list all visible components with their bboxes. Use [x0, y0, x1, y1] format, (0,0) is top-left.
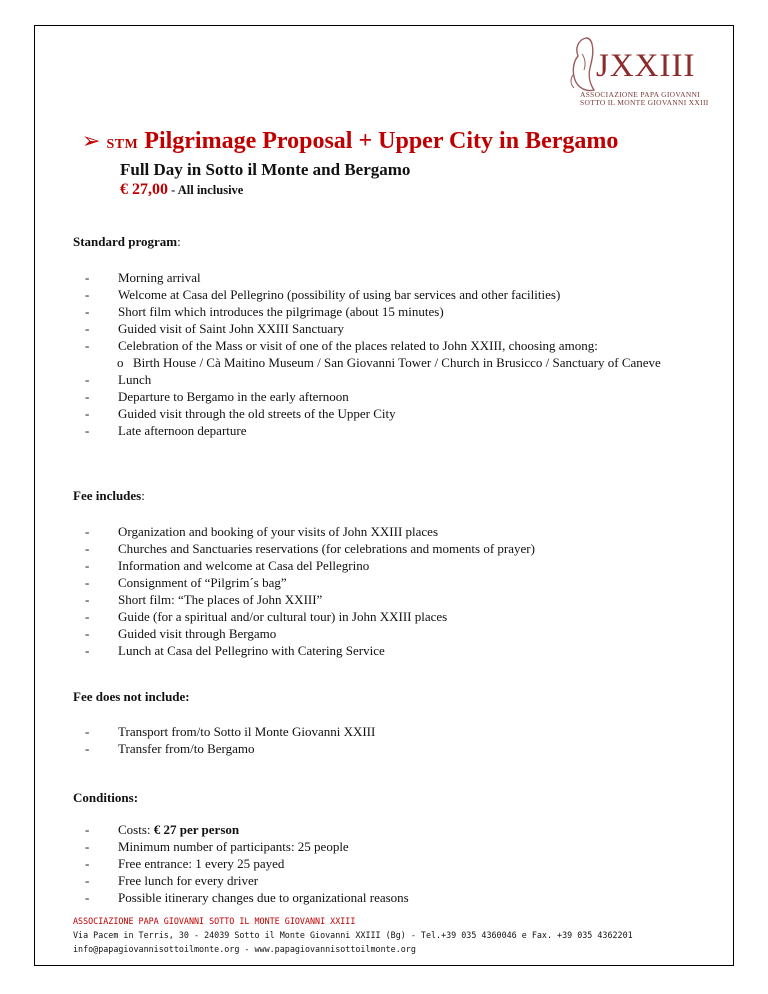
list-item: - Morning arrival	[85, 269, 725, 286]
conditions-list	[85, 821, 725, 906]
page-subtitle: Full Day in Sotto il Monte and Bergamo	[120, 160, 411, 179]
list-item: - Free entrance: 1 every 25 payed	[85, 855, 725, 872]
standard-program-heading: Standard program:	[73, 234, 181, 249]
places-sub-list	[85, 354, 725, 371]
price-value: € 27,00	[120, 181, 168, 198]
cost-label: Costs:	[118, 822, 154, 837]
fee-includes-list	[85, 523, 725, 659]
list-item: - Celebration of the Mass or visit of one of the places related to John XXIII, choosing among:	[85, 337, 725, 354]
list-item: - Minimum number of participants: 25 people	[85, 838, 725, 855]
standard-program-list	[85, 269, 725, 439]
sub-list-container	[85, 354, 725, 371]
list-item: - Guide (for a spiritual and/or cultural tour) in John XXIII places	[85, 608, 725, 625]
list-item	[85, 821, 725, 838]
document-page	[34, 25, 734, 966]
footer-association: ASSOCIAZIONE PAPA GIOVANNI SOTTO IL MONTE GIOVANNI XXIII	[73, 916, 356, 926]
arrow-bullet-icon: ➢	[82, 129, 101, 154]
fee-not-included-list	[85, 723, 725, 757]
list-item: - Lunch at Casa del Pellegrino with Catering Service	[85, 642, 725, 659]
section-heading-text: Fee includes	[73, 488, 142, 503]
list-item: - Free lunch for every driver	[85, 872, 725, 889]
list-item: - Churches and Sanctuaries reservations (for celebrations and moments of prayer)	[85, 540, 725, 557]
page-title: Pilgrimage Proposal + Upper City in Bergamo	[144, 128, 619, 154]
footer	[73, 914, 633, 956]
sub-list-text: Birth House / Cà Maitino Museum / San Giovanni Tower / Church in Brusicco / Sanctuary of Caneve	[133, 355, 661, 370]
fee-not-included-heading: Fee does not include:	[73, 689, 190, 704]
logo-wordmark: JXXIII	[596, 48, 696, 84]
list-item: - Transfer from/to Bergamo	[85, 740, 725, 757]
circle-bullet-icon: o	[117, 355, 124, 370]
list-item: - Possible itinerary changes due to organizational reasons	[85, 889, 725, 906]
list-item: - Consignment of “Pilgrim´s bag”	[85, 574, 725, 591]
association-logo	[566, 34, 709, 109]
list-item: - Information and welcome at Casa del Pellegrino	[85, 557, 725, 574]
list-item: - Organization and booking of your visits of John XXIII places	[85, 523, 725, 540]
list-item: - Departure to Bergamo in the early afternoon	[85, 388, 725, 405]
cost-value: € 27 per person	[153, 822, 240, 837]
list-item: - Short film: “The places of John XXIII”	[85, 591, 725, 608]
section-heading-text: Standard program	[73, 234, 178, 249]
list-item: - Lunch	[85, 371, 725, 388]
logo-line-2: SOTTO IL MONTE GIOVANNI XXIII	[580, 98, 709, 107]
price-row	[120, 181, 243, 199]
list-item: - Guided visit through the old streets of the Upper City	[85, 405, 725, 422]
list-item: - Transport from/to Sotto il Monte Giovanni XXIII	[85, 723, 725, 740]
price-note: - All inclusive	[168, 183, 244, 197]
conditions-heading: Conditions:	[73, 790, 139, 805]
logo-line-1: ASSOCIAZIONE PAPA GIOVANNI	[580, 90, 701, 99]
list-item: - Welcome at Casa del Pellegrino (possibility of using bar services and other facilities)	[85, 286, 725, 303]
list-item: - Guided visit of Saint John XXIII Sanctuary	[85, 320, 725, 337]
title-row	[82, 128, 618, 155]
footer-address: Via Pacem in Terris, 30 - 24039 Sotto il Monte Giovanni XXIII (Bg) - Tel.+39 035 4360046 e Fax. +39 035 4362201	[73, 930, 633, 940]
sub-list-item	[85, 354, 725, 371]
list-item: - Guided visit through Bergamo	[85, 625, 725, 642]
brand-label: STM	[106, 137, 139, 152]
fee-includes-heading: Fee includes:	[73, 488, 145, 503]
list-item: - Short film which introduces the pilgrimage (about 15 minutes)	[85, 303, 725, 320]
list-item: - Late afternoon departure	[85, 422, 725, 439]
footer-contacts: info@papagiovannisottoilmonte.org - www.papagiovannisottoilmonte.org	[73, 944, 416, 954]
